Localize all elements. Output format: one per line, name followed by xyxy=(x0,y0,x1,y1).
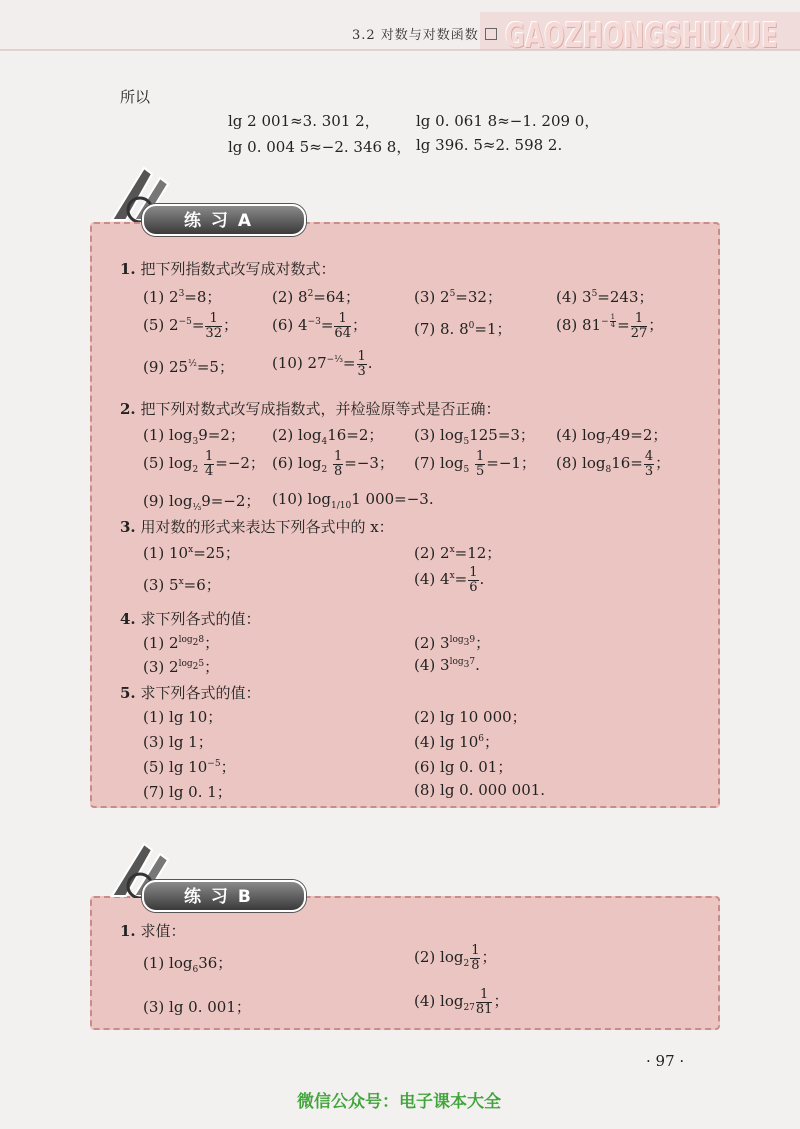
question-1: 1. 把下列指数式改写成对数式： xyxy=(120,260,336,278)
q4-item: (4) $3^{log_37}$. xyxy=(414,656,480,674)
q1-item: (7) 8. $8^0=1$； xyxy=(414,320,512,338)
q2-item: (5) $\log_2$ $\frac{1}{4}$ =−2； xyxy=(143,449,265,479)
q5-item: (2) lg 10 000； xyxy=(414,708,527,726)
q5-item: (6) lg 0. 01； xyxy=(414,758,513,776)
q1-item: (5) $2^{-5}=$ $\frac{1}{32}$ ； xyxy=(143,311,238,341)
q1-item: (6) $4^{-3}=$ $\frac{1}{64}$ ； xyxy=(272,311,367,341)
log-result: lg 0. 004 5≈−2. 346 8， xyxy=(228,138,412,156)
q1-item: (8) $81^{- \frac{1}{4}}$ = $\frac{1}{27}$ ； xyxy=(556,311,664,341)
q1-item: (10) $27^{-\frac{1}{3}}=$ $\frac{1}{3}$ . xyxy=(272,349,373,379)
q4-item: (1) $2^{log_28}$； xyxy=(143,634,220,652)
log-result: lg 396. 5≈2. 598 2. xyxy=(416,136,563,154)
q5-item: (8) lg 0. 000 001. xyxy=(414,781,546,799)
q3-item: (2) $2^x=12$； xyxy=(414,544,502,562)
q1-item: (4) $3^5=243$； xyxy=(556,288,654,306)
q2-item: (3) $\log_5125=3$； xyxy=(414,426,535,447)
q5-item: (4) $\lg 10^6$； xyxy=(414,733,500,751)
qb1-item: (2) $\log_2$ $\frac{1}{8}$ ； xyxy=(414,943,497,973)
exercise-a-badge xyxy=(104,196,304,236)
page-number: · 97 · xyxy=(646,1052,685,1070)
q2-item: (7) $\log_5$ $\frac{1}{5}$ =−1； xyxy=(414,449,536,479)
intro-suoyi: 所以 xyxy=(120,88,151,106)
q2-item: (2) $\log_416=2$； xyxy=(272,426,384,447)
q5-item: (7) lg 0. 1； xyxy=(143,783,232,801)
question-5: 5. 求下列各式的值： xyxy=(120,684,261,702)
qb1-item: (4) $\log_{27}$ $\frac{1}{81}$ ； xyxy=(414,987,509,1017)
q5-item: (3) lg 1； xyxy=(143,733,213,751)
q4-item: (2) $3^{log_39}$； xyxy=(414,634,491,652)
q5-item: (5) $\lg 10^{-5}$； xyxy=(143,758,236,776)
qb1-item: (3) lg 0. 001； xyxy=(143,998,251,1016)
exercise-b-badge xyxy=(104,872,304,912)
q3-item: (3) $5^x=6$； xyxy=(143,576,221,594)
exercise-a-title: 练 习 A xyxy=(184,211,253,231)
question-3: 3. 用对数的形式来表达下列各式中的 x： xyxy=(120,518,394,536)
q2-item: (4) $\log_749=2$； xyxy=(556,426,668,447)
q2-item: (10) $\log_{1/10}1$ 000=−3. xyxy=(272,490,434,511)
question-b1: 1. 求值： xyxy=(120,922,186,940)
footer-watermark: 微信公众号：电子课本大全 xyxy=(297,1092,501,1112)
exercise-b-title: 练 习 B xyxy=(184,887,253,907)
series-banner: GAOZHONGSHUXUE xyxy=(505,16,778,56)
q1-item: (1) $2^3=8$； xyxy=(143,288,222,306)
q2-item: (1) $\log_39=2$； xyxy=(143,426,245,447)
section-title: 3.2 对数与对数函数 xyxy=(352,24,497,43)
q1-item: (3) $2^5=32$； xyxy=(414,288,502,306)
q3-item: (4) $4^x=$ $\frac{1}{6}$ . xyxy=(414,565,485,595)
question-4: 4. 求下列各式的值： xyxy=(120,610,261,628)
question-2: 2. 把下列对数式改写成指数式，并检验原等式是否正确： xyxy=(120,400,501,418)
page-header xyxy=(0,0,800,56)
q3-item: (1) $10^x=25$； xyxy=(143,544,240,562)
q1-item: (9) $25^{\frac{1}{2}}=5$； xyxy=(143,358,234,376)
q5-item: (1) lg 10； xyxy=(143,708,223,726)
q2-item: (9) $\log_{\frac{1}{3}}9=-2$； xyxy=(143,492,261,513)
log-result: lg 2 001≈3. 301 2， xyxy=(228,112,380,130)
q2-item: (8) $\log_816=$ $\frac{4}{3}$ ； xyxy=(556,449,671,479)
log-result: lg 0. 061 8≈−1. 209 0， xyxy=(416,112,600,130)
qb1-item: (1) $\log_636$； xyxy=(143,954,233,975)
q4-item: (3) $2^{log_25}$； xyxy=(143,658,220,676)
q2-item: (6) $\log_2$ $\frac{1}{8}$ =−3； xyxy=(272,449,394,479)
q1-item: (2) $8^2=64$； xyxy=(272,288,360,306)
